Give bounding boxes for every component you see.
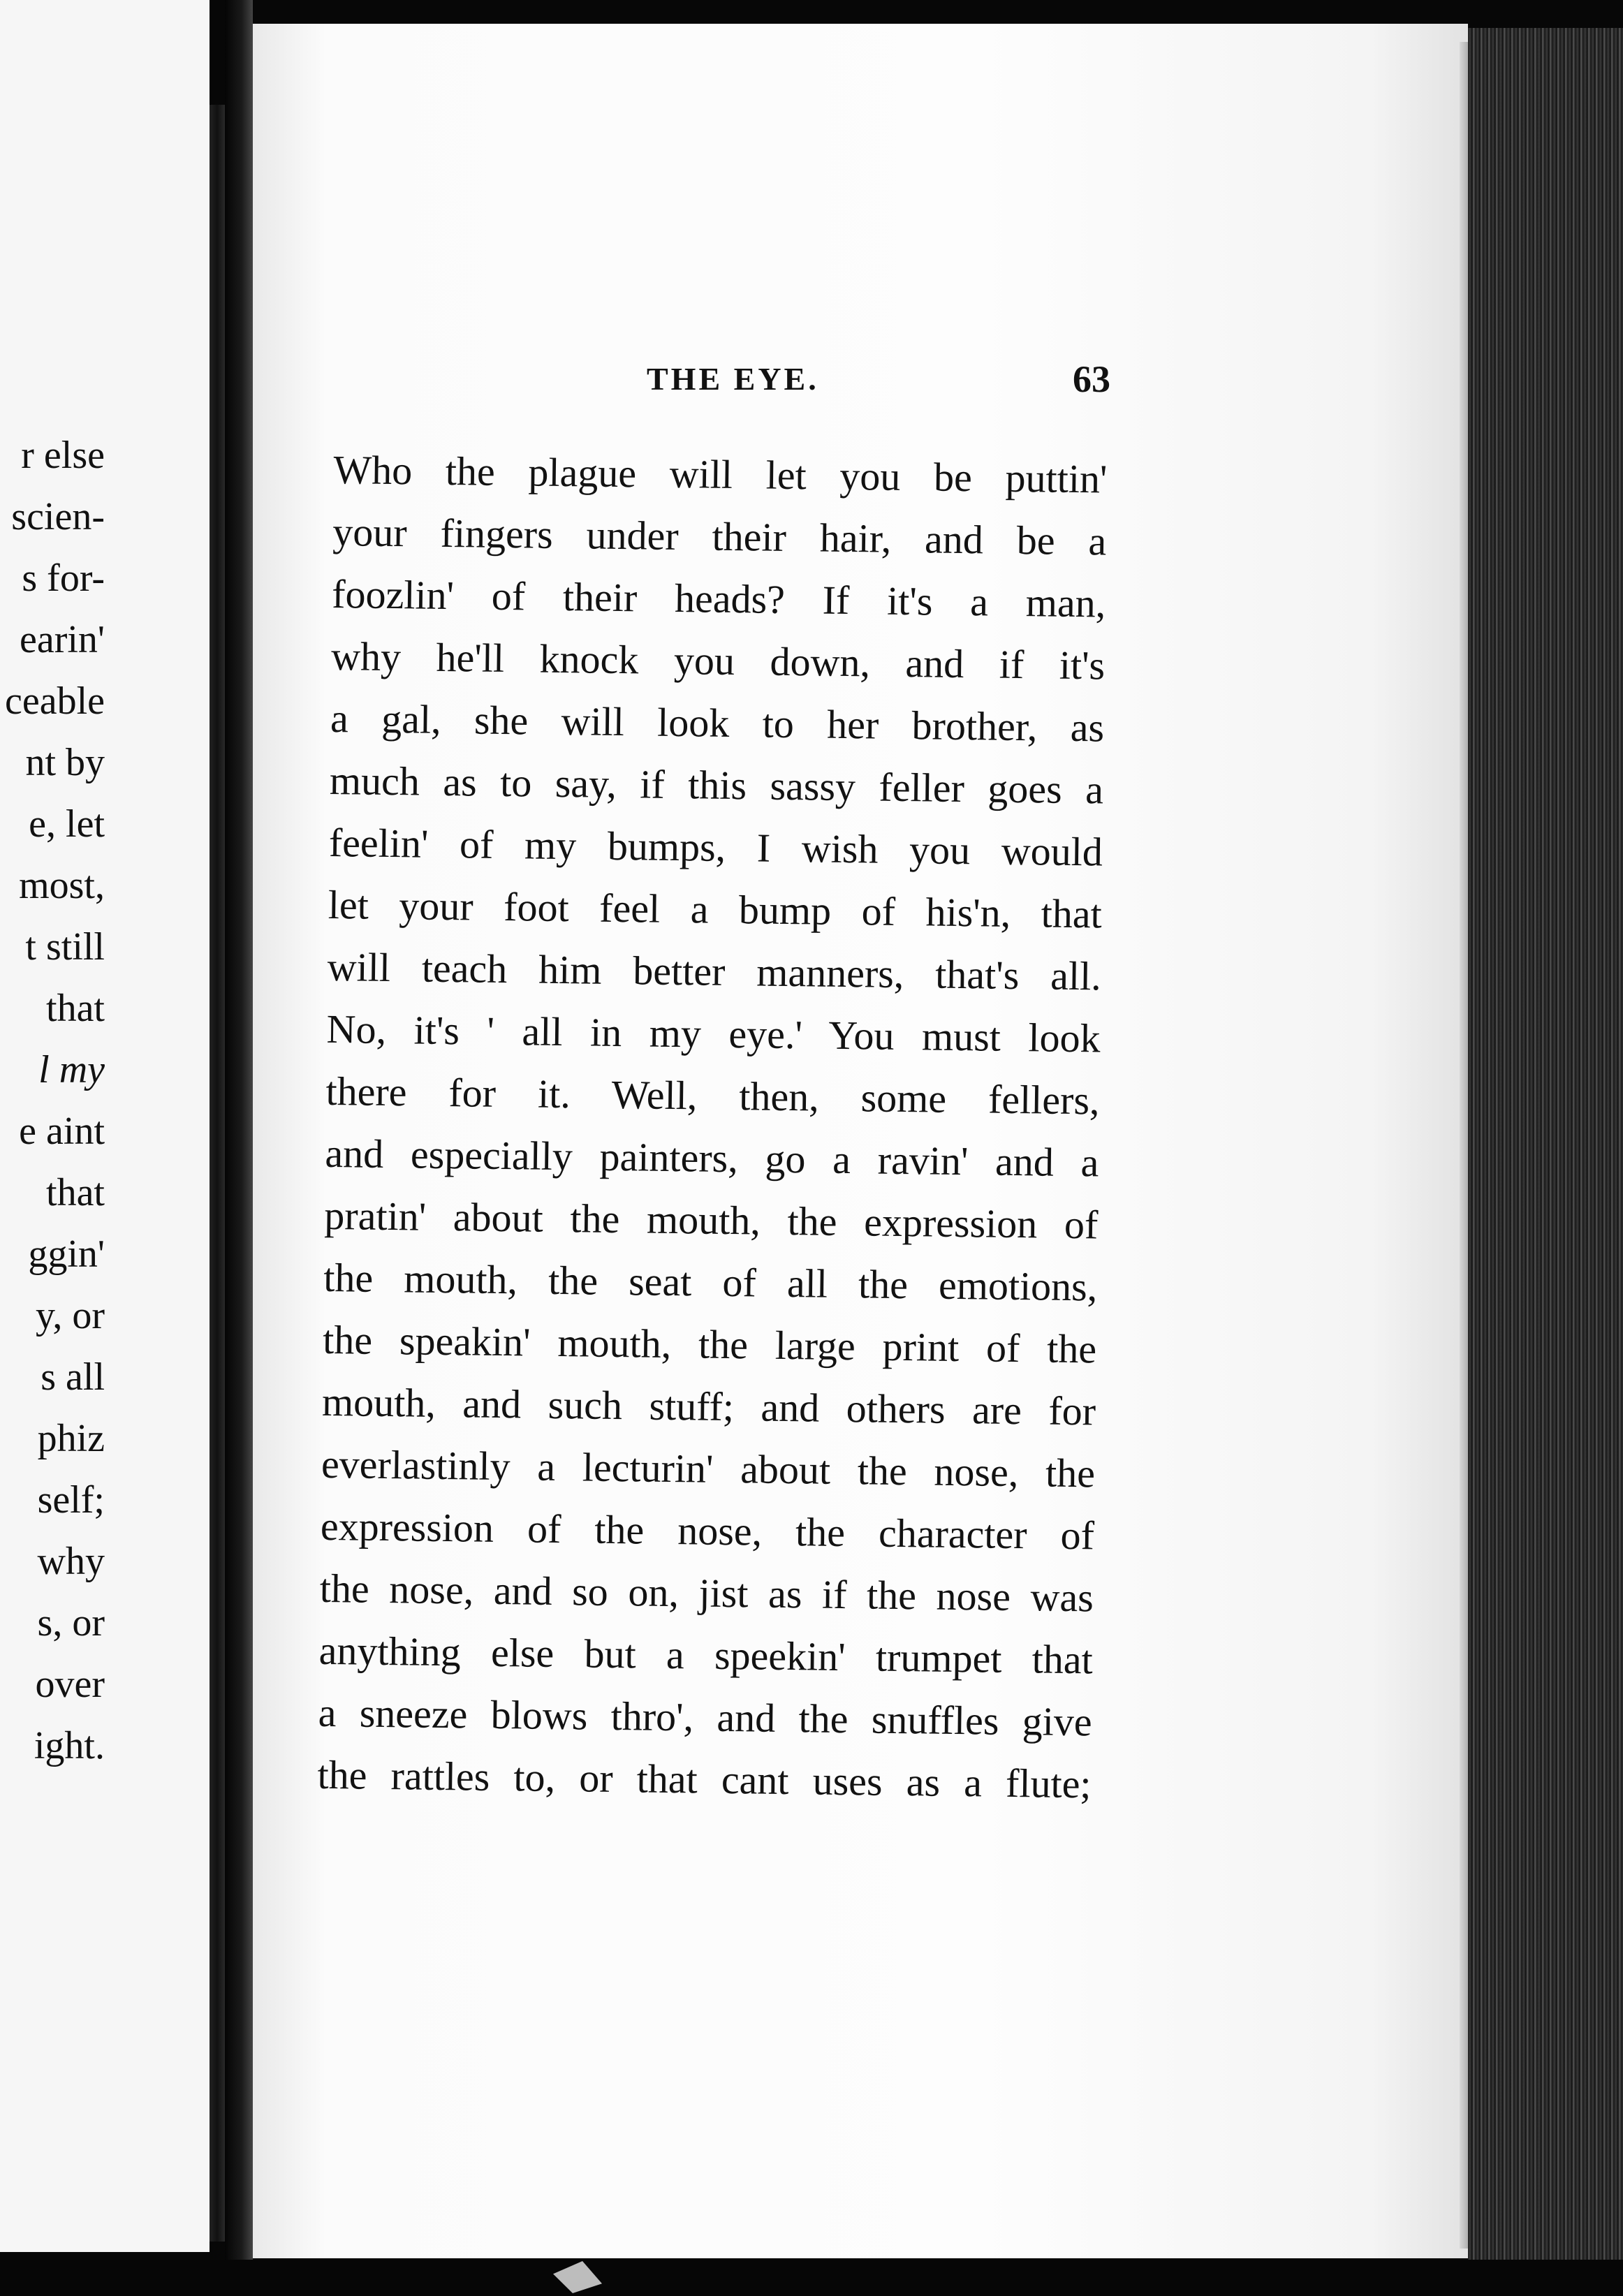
facing-line: that — [46, 987, 105, 1030]
facing-line: e, let — [29, 802, 105, 846]
facing-line: ceable — [5, 679, 105, 723]
text-line: the speakin' mouth, the large print of the — [322, 1316, 1097, 1372]
text-line: your fingers under their hair, and be a — [332, 508, 1107, 564]
text-line: why he'll knock you down, and if it's — [330, 633, 1106, 689]
text-line: and especially painters, go a ravin' and a — [325, 1130, 1099, 1186]
facing-line: l my — [38, 1048, 105, 1091]
facing-line: ggin' — [28, 1232, 105, 1276]
page-body-text — [317, 439, 1108, 1815]
text-line: mouth, and such stuff; and others are for — [321, 1378, 1096, 1434]
text-line: pratin' about the mouth, the expression of — [324, 1192, 1099, 1248]
facing-line: that — [46, 1171, 105, 1214]
facing-line: ight. — [34, 1724, 105, 1767]
facing-line: earin' — [19, 618, 105, 661]
text-line: a sneeze blows thro', and the snuffles give — [318, 1689, 1093, 1745]
book-fore-edge — [1468, 28, 1623, 2269]
text-line: the nose, and so on, jist as if the nose was — [319, 1565, 1094, 1621]
left-page-edge — [210, 105, 225, 2242]
scan-bottom-border — [0, 2260, 1623, 2296]
text-line: feelin' of my bumps, I wish you would — [328, 819, 1103, 875]
facing-line: s all — [41, 1355, 105, 1399]
text-line: No, it's ' all in my eye.' You must look — [326, 1006, 1101, 1061]
facing-line: most, — [19, 864, 105, 907]
running-head: THE EYE. — [647, 361, 819, 397]
facing-page-text — [0, 425, 105, 1776]
text-line: the rattles to, or that cant uses as a flute; — [317, 1751, 1092, 1807]
text-line: the mouth, the seat of all the emotions, — [323, 1254, 1098, 1310]
text-line: much as to say, if this sassy feller goes a — [329, 757, 1104, 813]
facing-page-left — [0, 0, 210, 2252]
text-line: there for it. Well, then, some fellers, — [325, 1068, 1100, 1124]
text-line: let your foot feel a bump of his'n, that — [328, 881, 1103, 937]
text-line: anything else but a speekin' trumpet that — [318, 1627, 1094, 1683]
facing-line: why — [37, 1540, 105, 1583]
page-number: 63 — [1073, 358, 1110, 400]
book-binding-shadow — [225, 0, 253, 2296]
facing-line: r else — [21, 434, 105, 477]
facing-line: s, or — [37, 1601, 105, 1644]
text-line: a gal, she will look to her brother, as — [330, 695, 1105, 751]
facing-line: t still — [25, 925, 105, 969]
text-line: expression of the nose, the character of — [320, 1503, 1095, 1559]
text-line: will teach him better manners, that's all. — [327, 943, 1102, 999]
facing-line: phiz — [37, 1417, 105, 1460]
facing-line: scien- — [11, 495, 105, 538]
facing-line: s for- — [22, 557, 105, 600]
text-line: everlastinly a lecturin' about the nose, the — [321, 1441, 1096, 1496]
facing-line: over — [35, 1663, 105, 1706]
text-line: foozlin' of their heads? If it's a man, — [331, 571, 1106, 626]
facing-line: e aint — [19, 1110, 105, 1153]
facing-line: y, or — [35, 1294, 105, 1337]
facing-line: self; — [37, 1478, 105, 1522]
facing-line: nt by — [25, 741, 105, 784]
text-line: Who the plague will let you be puttin' — [333, 446, 1108, 502]
